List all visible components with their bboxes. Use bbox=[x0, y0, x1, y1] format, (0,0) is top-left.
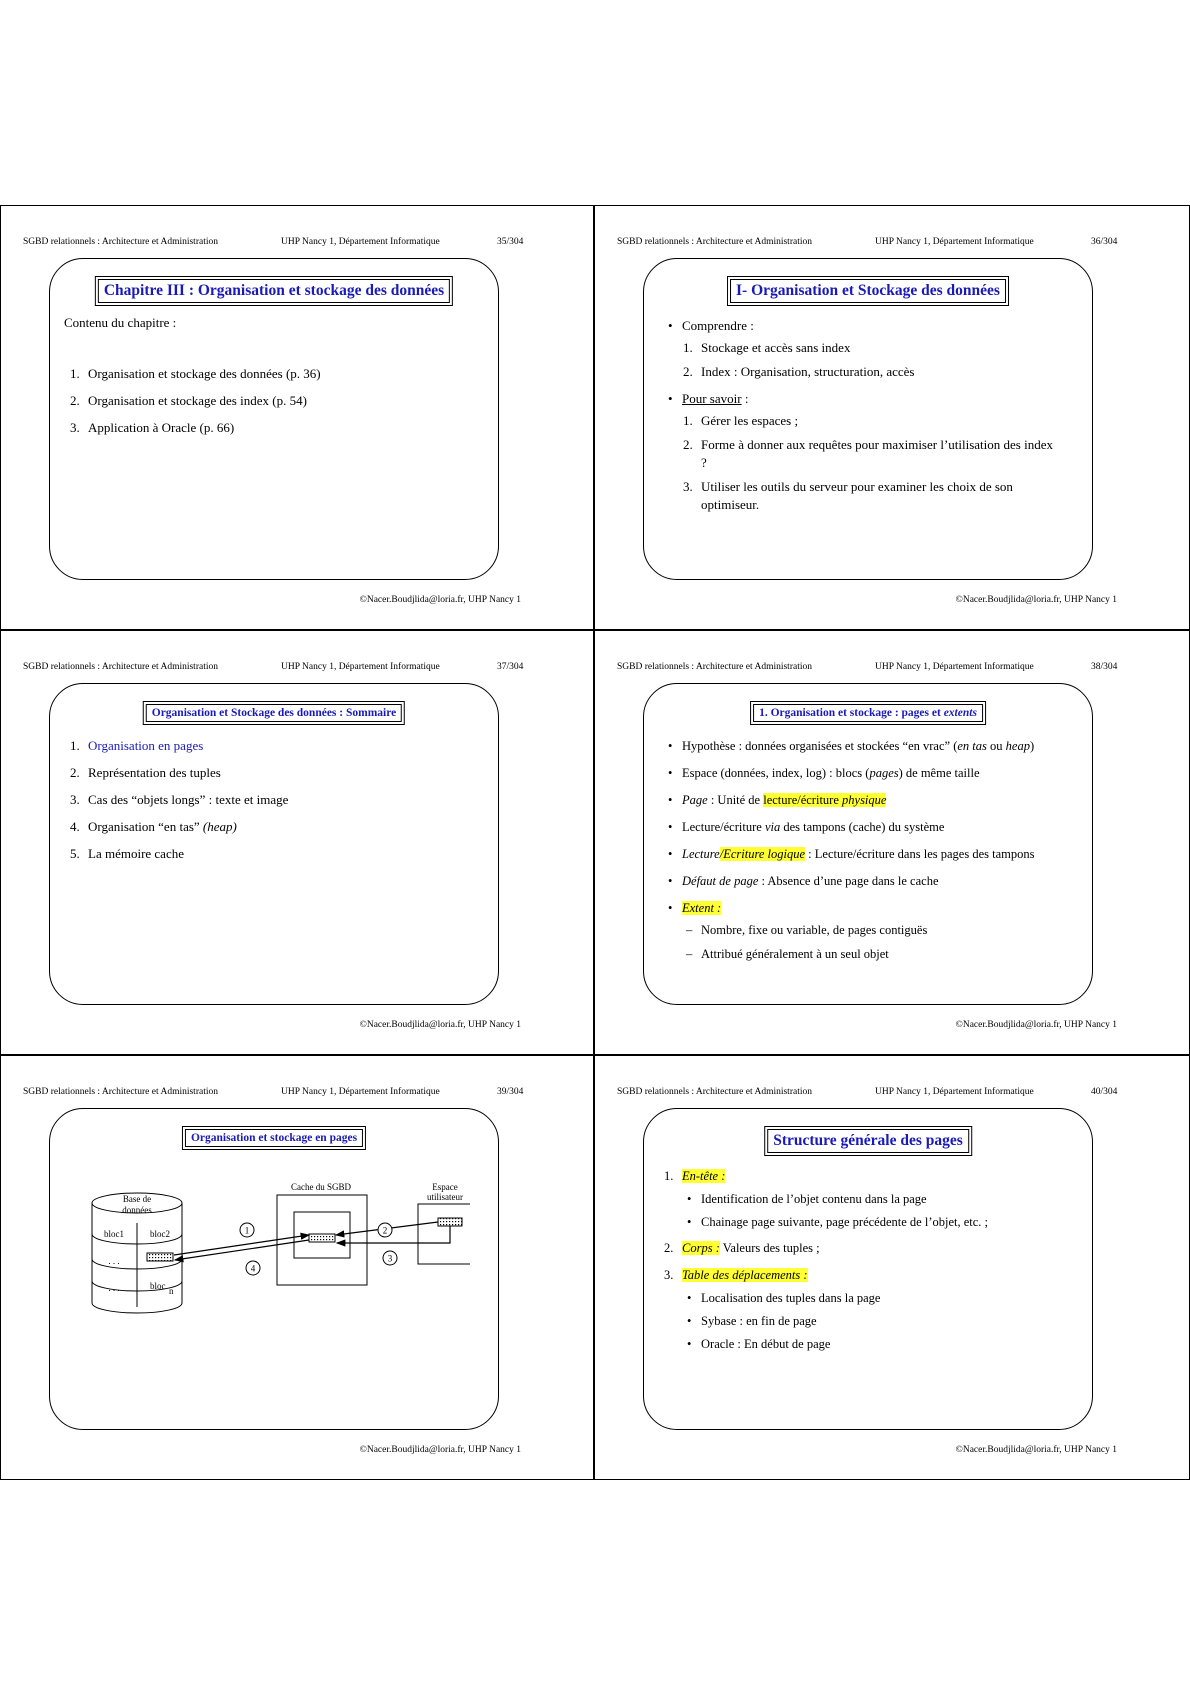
header-course: SGBD relationnels : Architecture et Administration bbox=[617, 237, 812, 247]
numbered-item: 1. En-tête : bbox=[664, 1169, 726, 1183]
list-item: 2. Organisation et stockage des index (p. 54) bbox=[70, 393, 307, 408]
list-item: 1. Organisation et stockage des données (p. 36) bbox=[70, 366, 321, 381]
arrow-read bbox=[174, 1235, 309, 1255]
header-course: SGBD relationnels : Architecture et Administration bbox=[23, 237, 218, 247]
slide-body bbox=[64, 737, 486, 863]
bullet-item: • Hypothèse : données organisées et stockées “en vrac” (en tas ou heap) bbox=[668, 739, 1035, 753]
footer-copyright: ©Nacer.Boudjlida@loria.fr, UHP Nancy 1 bbox=[955, 1020, 1117, 1030]
footer-copyright: ©Nacer.Boudjlida@loria.fr, UHP Nancy 1 bbox=[359, 1445, 521, 1455]
list-item: • Sybase : en fin de page bbox=[687, 1314, 817, 1328]
cached-block bbox=[309, 1234, 335, 1242]
storage-diagram bbox=[80, 1179, 470, 1329]
bullet-item: • Lecture/Ecriture logique : Lecture/écriture dans les pages des tampons bbox=[668, 847, 1035, 861]
block-label: bloc bbox=[150, 1281, 166, 1291]
slide-frame bbox=[643, 258, 1093, 580]
bullet-item: • Comprendre : bbox=[668, 318, 754, 333]
list-item: 1. Stockage et accès sans index bbox=[683, 340, 851, 355]
slide-frame bbox=[49, 258, 499, 580]
header-course: SGBD relationnels : Architecture et Administration bbox=[617, 662, 812, 672]
bullet-item: • Défaut de page : Absence d’une page dans le cache bbox=[668, 874, 939, 888]
page-number: 37/304 bbox=[497, 662, 524, 672]
list-item: 3. Cas des “objets longs” : texte et image bbox=[70, 792, 289, 807]
intro-text: Contenu du chapitre : bbox=[64, 315, 177, 330]
header-institution: UHP Nancy 1, Département Informatique bbox=[875, 237, 1034, 247]
block-label: bloc1 bbox=[104, 1229, 124, 1239]
bullet-item: • Espace (données, index, log) : blocs (pages) de même taille bbox=[668, 766, 980, 780]
slide-frame bbox=[49, 1108, 499, 1430]
numbered-item: 2. Corps : Valeurs des tuples ; bbox=[664, 1241, 820, 1255]
numbered-item: 3. Table des déplacements : bbox=[664, 1268, 808, 1282]
page-number: 35/304 bbox=[497, 237, 524, 247]
list-item[interactable]: 1. Organisation en pages bbox=[70, 738, 204, 753]
slide-title: I- Organisation et Stockage des données bbox=[727, 276, 1009, 306]
user-space-box bbox=[418, 1204, 470, 1264]
slide-body bbox=[64, 314, 486, 437]
bullet-item: • Extent : bbox=[668, 901, 722, 915]
slide-35 bbox=[0, 205, 594, 630]
list-item: 2. Représentation des tuples bbox=[70, 765, 221, 780]
slide-title: 1. Organisation et stockage : pages et extents bbox=[750, 701, 986, 725]
ellipsis-label: . . . bbox=[108, 1283, 120, 1293]
handout-sheet bbox=[0, 205, 1190, 1480]
bullet-item: • Lecture/écriture via des tampons (cache) du système bbox=[668, 820, 945, 834]
footer-copyright: ©Nacer.Boudjlida@loria.fr, UHP Nancy 1 bbox=[955, 595, 1117, 605]
header-institution: UHP Nancy 1, Département Informatique bbox=[875, 1087, 1034, 1097]
list-item: • Oracle : En début de page bbox=[687, 1337, 831, 1351]
page-number: 39/304 bbox=[497, 1087, 524, 1097]
list-item: 4. Organisation “en tas” (heap) bbox=[70, 819, 237, 834]
list-item: 5. La mémoire cache bbox=[70, 846, 184, 861]
list-item: • Chainage page suivante, page précédente de l’objet, etc. ; bbox=[687, 1215, 989, 1229]
slide-body bbox=[658, 737, 1080, 963]
svg-text:3: 3 bbox=[387, 1253, 393, 1264]
svg-text:2: 2 bbox=[382, 1225, 388, 1236]
page-number: 36/304 bbox=[1091, 237, 1118, 247]
slide-frame bbox=[49, 683, 499, 1005]
slide-body bbox=[658, 1167, 1080, 1353]
bullet-item: • Pour savoir : bbox=[668, 391, 749, 406]
header-institution: UHP Nancy 1, Département Informatique bbox=[281, 662, 440, 672]
bullet-item: • Page : Unité de lecture/écriture physique bbox=[668, 793, 887, 807]
footer-copyright: ©Nacer.Boudjlida@loria.fr, UHP Nancy 1 bbox=[955, 1445, 1117, 1455]
list-item: 2. Index : Organisation, structuration, accès bbox=[683, 364, 915, 379]
data-block bbox=[147, 1253, 173, 1261]
list-item: 3. Application à Oracle (p. 66) bbox=[70, 420, 235, 435]
slide-40 bbox=[594, 1055, 1190, 1480]
footer-copyright: ©Nacer.Boudjlida@loria.fr, UHP Nancy 1 bbox=[359, 1020, 521, 1030]
header-course: SGBD relationnels : Architecture et Administration bbox=[617, 1087, 812, 1097]
user-block bbox=[438, 1218, 462, 1226]
list-item: 1. Gérer les espaces ; bbox=[683, 413, 799, 428]
list-item: – Attribué généralement à un seul objet bbox=[686, 947, 889, 961]
arrow-write bbox=[175, 1240, 309, 1260]
block-subscript: n bbox=[169, 1286, 174, 1296]
slide-title: Chapitre III : Organisation et stockage des données bbox=[95, 276, 453, 306]
slide-body bbox=[658, 317, 1080, 514]
slide-36 bbox=[594, 205, 1190, 630]
slide-frame bbox=[643, 1108, 1093, 1430]
user-space-label: Espace bbox=[432, 1182, 458, 1192]
slide-title: Structure générale des pages bbox=[764, 1126, 972, 1156]
list-item: – Nombre, fixe ou variable, de pages contiguës bbox=[686, 923, 928, 937]
page-number: 40/304 bbox=[1091, 1087, 1118, 1097]
svg-text:1: 1 bbox=[244, 1225, 250, 1236]
header-institution: UHP Nancy 1, Département Informatique bbox=[875, 662, 1034, 672]
header-course: SGBD relationnels : Architecture et Administration bbox=[23, 1087, 218, 1097]
db-label: Base de bbox=[122, 1194, 152, 1204]
header-institution: UHP Nancy 1, Département Informatique bbox=[281, 237, 440, 247]
svg-text:4: 4 bbox=[250, 1263, 256, 1274]
arrow-store bbox=[337, 1226, 450, 1243]
page-number: 38/304 bbox=[1091, 662, 1118, 672]
list-item: • Localisation des tuples dans la page bbox=[687, 1291, 881, 1305]
footer-copyright: ©Nacer.Boudjlida@loria.fr, UHP Nancy 1 bbox=[359, 595, 521, 605]
block-label: bloc2 bbox=[150, 1229, 170, 1239]
list-item: 3. Utiliser les outils du serveur pour examiner les choix de son optimiseur. bbox=[683, 479, 1013, 512]
slide-title: Organisation et stockage en pages bbox=[182, 1126, 366, 1150]
cache-label: Cache du SGBD bbox=[291, 1182, 351, 1192]
ellipsis-label: . . . bbox=[108, 1256, 120, 1266]
slide-38 bbox=[594, 630, 1190, 1055]
slide-title: Organisation et Stockage des données : Sommaire bbox=[143, 701, 405, 725]
list-item: 2. Forme à donner aux requêtes pour maximiser l’utilisation des index ? bbox=[683, 437, 1053, 470]
db-label: données bbox=[122, 1205, 152, 1215]
list-item: • Identification de l’objet contenu dans la page bbox=[687, 1192, 927, 1206]
slide-37 bbox=[0, 630, 594, 1055]
user-space-label: utilisateur bbox=[427, 1192, 463, 1202]
slide-frame bbox=[643, 683, 1093, 1005]
header-course: SGBD relationnels : Architecture et Administration bbox=[23, 662, 218, 672]
header-institution: UHP Nancy 1, Département Informatique bbox=[281, 1087, 440, 1097]
slide-39 bbox=[0, 1055, 594, 1480]
